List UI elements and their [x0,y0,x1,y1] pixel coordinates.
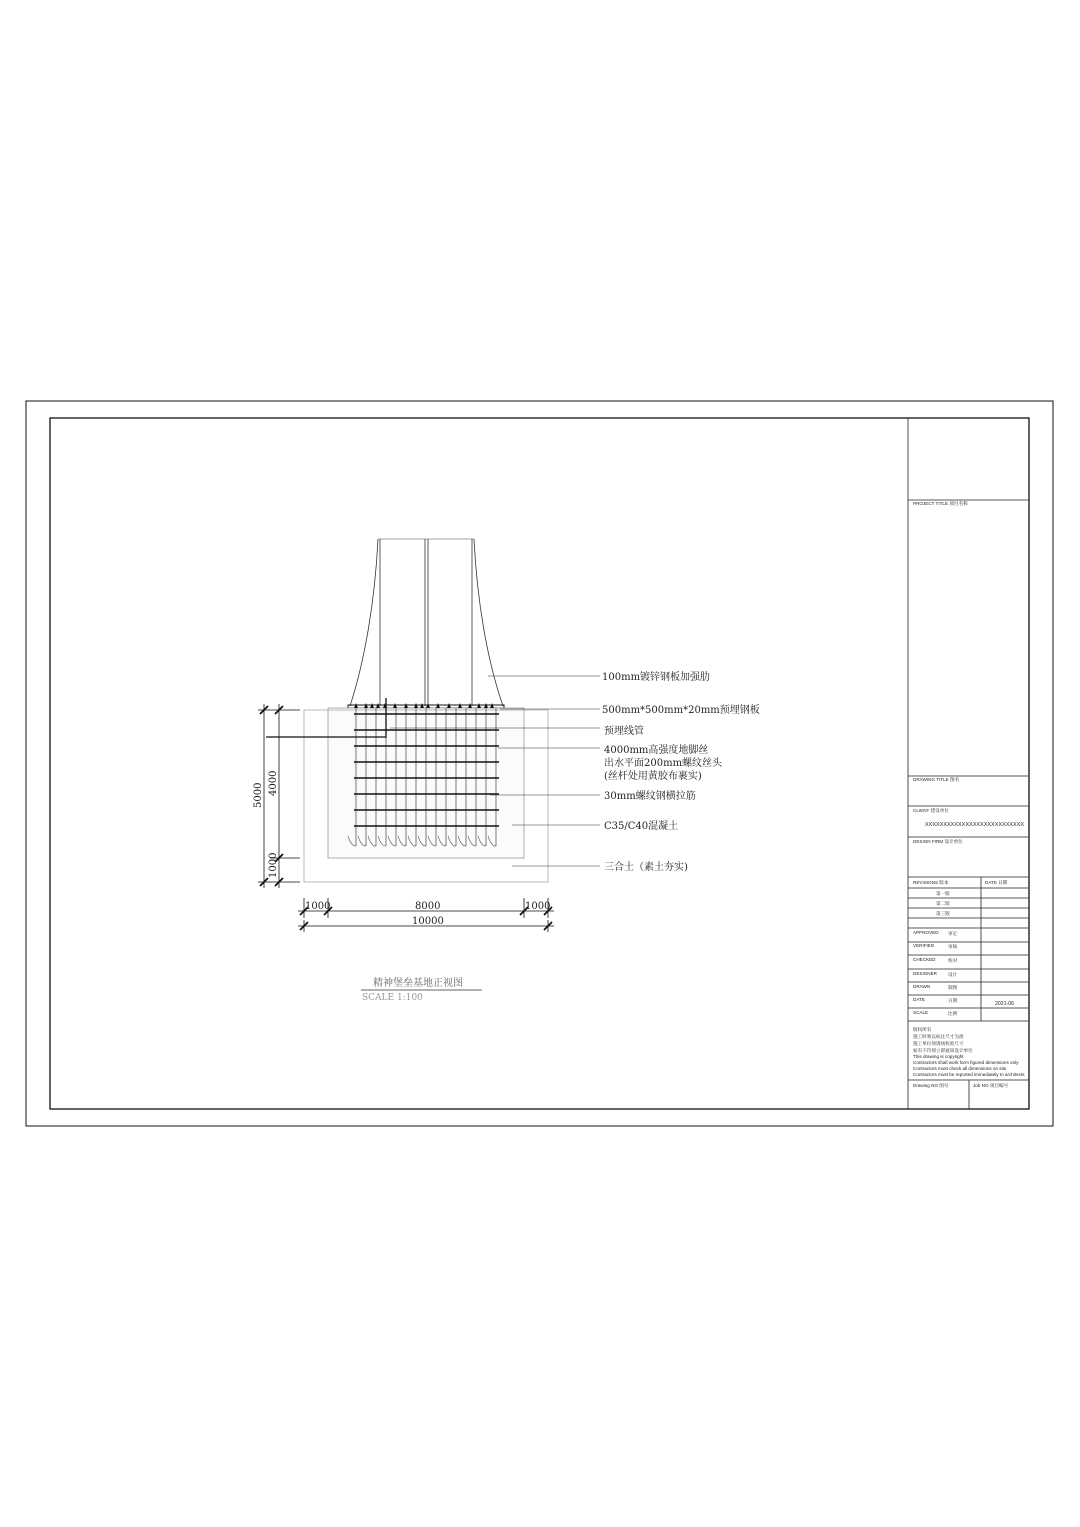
note-line-5: This drawing is copyright [913,1054,964,1059]
drawing-title: 精神堡垒基地正视图 [373,978,463,989]
annotation-conduit: 预埋线管 [604,726,644,737]
outer-frame [26,401,1053,1126]
role-approved-zh: 审定 [948,931,958,936]
role-verified: VERIFIED [913,943,935,948]
dim-left-upper: 4000 [268,770,279,796]
annotation-concrete: C35/C40混凝土 [604,821,679,832]
date-value: 2021-06 [995,1001,1015,1007]
annotation-anchor-bolt: 4000mm高强度地脚丝 [604,745,709,756]
column-right-flare [474,539,503,706]
dim-left-lower: 1000 [268,852,279,878]
revision-row-3: 第三版 [936,911,950,916]
role-checked: CHECKED [913,957,936,962]
role-checked-zh: 校对 [948,958,958,963]
role-scale: SCALE [913,1010,929,1015]
annotation-steel-rib: 100mm镀锌钢板加强肋 [602,672,711,683]
dim-bottom-right: 1000 [525,901,551,912]
column-left-flare [350,539,378,706]
annotation-thread-end: 出水平面200mm螺纹丝头 [604,758,723,769]
annotation-steel-plate: 500mm*500mm*20mm预埋钢板 [602,705,760,716]
revision-row-1: 第一版 [936,891,950,896]
dim-bottom-total: 10000 [412,916,444,927]
role-drawn-zh: 制图 [948,985,958,990]
role-drawn: DRAWN [913,984,931,989]
role-verified-zh: 审核 [948,944,958,949]
note-line-1: 版权所有 [913,1027,932,1032]
title-block-text [913,500,1025,1089]
client-value: XXXXXXXXXXXXXXXXXXXXXXXXXXX [925,822,1025,828]
drawing-scale: SCALE 1:100 [362,993,423,1003]
annotation-rammed-earth: 三合土（素土夯实) [604,862,688,873]
project-title-label: PROJECT TITLE 项目名称 [913,501,968,506]
role-scale-zh: 比例 [948,1011,958,1016]
inner-frame [50,418,1029,1109]
role-date-zh: 日期 [948,998,958,1003]
foundation-drawing [266,539,548,882]
role-designer: DESIGNER [913,971,937,976]
role-date: DATE [913,997,925,1002]
note-line-7: Contractors must check all dimensions on site [913,1066,1007,1071]
revisions-label: REVISIONS 版本 [913,880,949,885]
dim-bottom-left: 1000 [305,901,331,912]
drawing-title-label: DRAWING TITLE 图名 [913,777,960,782]
date-header-label: DATE 日期 [985,880,1008,885]
note-line-2: 施工时须以标注尺寸为准 [913,1034,964,1039]
dim-bottom-center: 8000 [415,901,441,912]
annotations [602,670,760,873]
note-line-4: 如有不符须立即通知设计单位 [913,1048,973,1053]
note-line-3: 施工单位须现场校验尺寸 [913,1041,964,1046]
job-no-label: Job NO 项目编号 [973,1083,1009,1088]
revision-row-2: 第二版 [936,901,950,906]
client-label: CLIENT 建设单位 [913,808,949,813]
design-firm-label: DESIGN FIRM 设计单位 [913,839,963,844]
annotation-rebar: 30mm螺纹钢横拉筋 [604,791,696,802]
drawing-no-label: Drawing NO 图号 [913,1083,949,1088]
role-approved: APPROVED [913,930,939,935]
dim-left-total: 5000 [253,782,264,808]
note-line-6: Contractors shall work form figured dimensions only [913,1060,1019,1065]
annotation-tape-wrap: (丝杆处用黄胶布裹实) [604,771,702,782]
role-designer-zh: 设计 [948,972,958,977]
note-line-8: Contractors must be reported immediately to architects [913,1072,1025,1077]
